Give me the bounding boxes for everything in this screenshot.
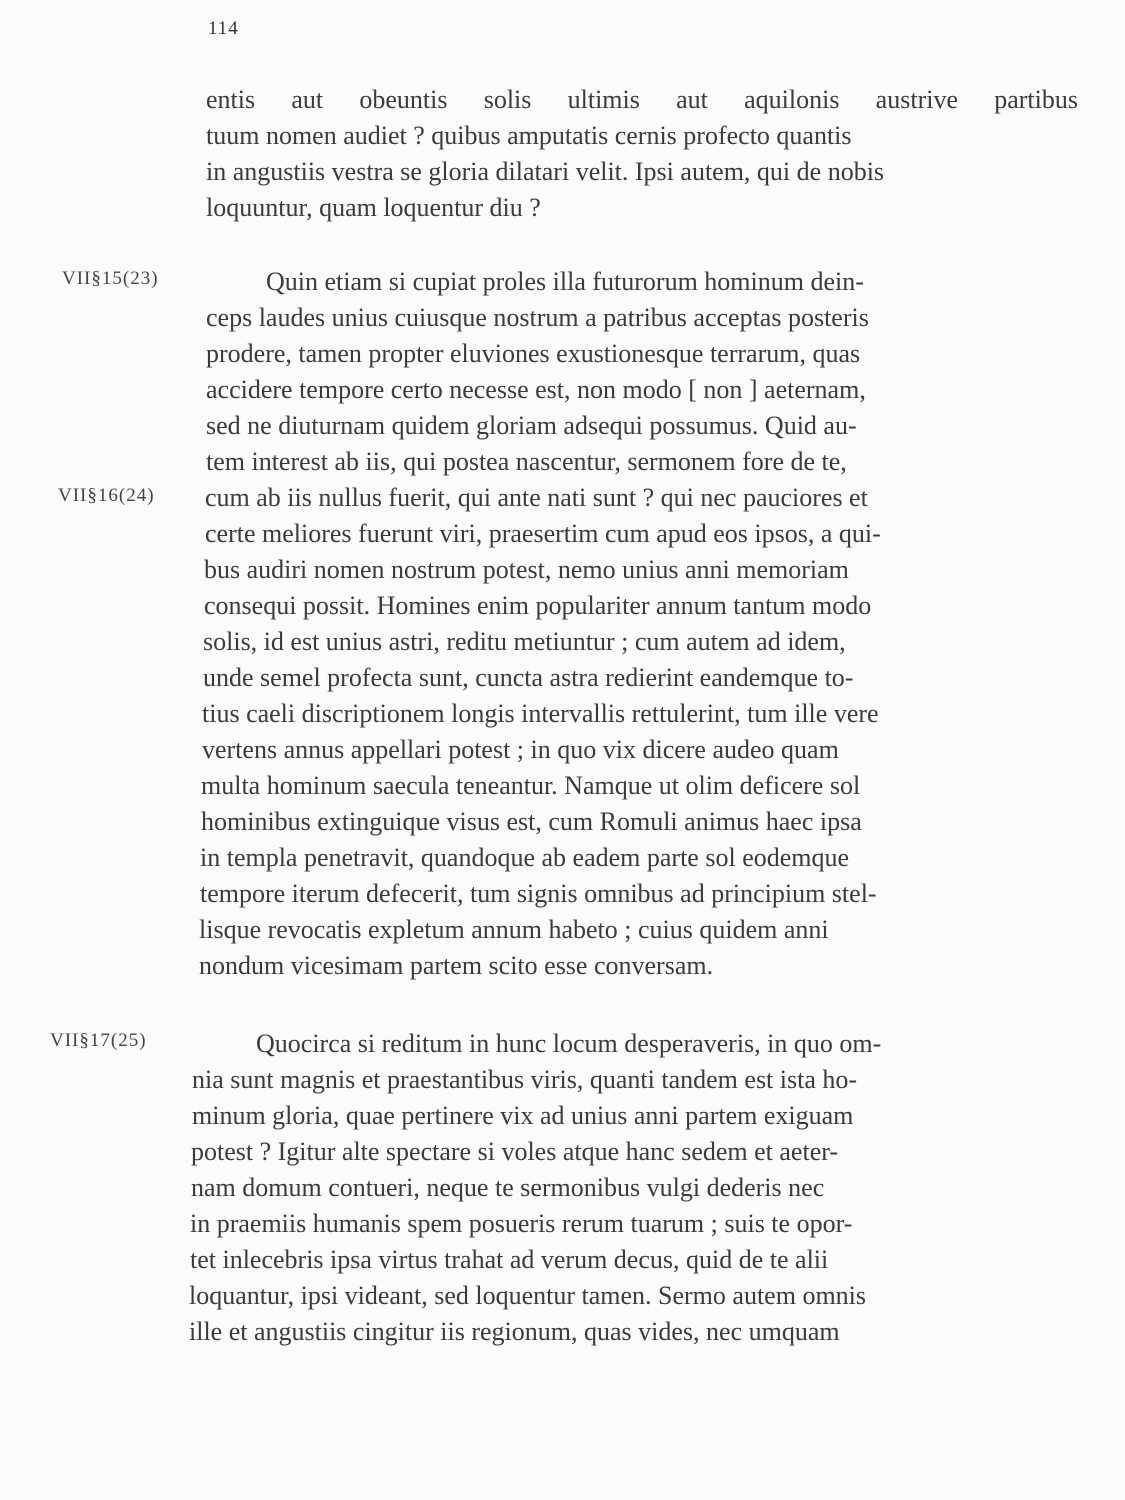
text-line: tet inlecebris ipsa virtus trahat ad verum decus, quid de te alii [190, 1245, 829, 1274]
text-line: in praemiis humanis spem posueris rerum tuarum ; suis te opor- [190, 1209, 853, 1238]
text-line: cum ab iis nullus fuerit, qui ante nati sunt ? qui nec pauciores et [205, 483, 868, 512]
text-line: nam domum contueri, neque te sermonibus vulgi dederis nec [191, 1173, 825, 1202]
text-line: hominibus extinguique visus est, cum Romuli animus haec ipsa [201, 807, 862, 836]
text-line: nondum vicesimam partem scito esse conversam. [199, 951, 714, 980]
text-line: Quin etiam si cupiat proles illa futurorum hominum dein- [266, 267, 864, 296]
text-line: in templa penetravit, quandoque ab eadem parte sol eodemque [200, 843, 850, 872]
text-line: tempore iterum defecerit, tum signis omnibus ad principium stel- [200, 879, 877, 908]
text-line: vertens annus appellari potest ; in quo vix dicere audeo quam [202, 735, 839, 764]
text-line: minum gloria, quae pertinere vix ad unius anni partem exiguam [192, 1101, 854, 1130]
section-marker: VII§16(24) [58, 485, 155, 506]
text-line: certe meliores fuerunt viri, praesertim cum apud eos ipsos, a qui- [205, 519, 881, 548]
text-line: nia sunt magnis et praestantibus viris, quanti tandem est ista ho- [192, 1065, 858, 1094]
text-line: ceps laudes unius cuiusque nostrum a patribus acceptas posteris [206, 303, 869, 332]
text-line: tius caeli discriptionem longis intervallis rettulerint, tum ille vere [202, 699, 879, 728]
text-line: lisque revocatis expletum annum habeto ; cuius quidem anni [199, 915, 829, 944]
section-marker: VII§17(25) [50, 1030, 147, 1051]
text-line: potest ? Igitur alte spectare si voles atque hanc sedem et aeter- [191, 1137, 839, 1166]
text-line: Quocirca si reditum in hunc locum desperaveris, in quo om- [256, 1029, 882, 1058]
text-line: unde semel profecta sunt, cuncta astra redierint eandemque to- [203, 663, 854, 692]
text-line: sed ne diuturnam quidem gloriam adsequi possumus. Quid au- [206, 411, 857, 440]
text-line: multa hominum saecula teneantur. Namque ut olim deficere sol [201, 771, 861, 800]
text-line: entis aut obeuntis solis ultimis aut aquilonis austrive partibus [206, 85, 1078, 114]
text-line: ille et angustiis cingitur iis regionum, quas vides, nec umquam [189, 1317, 840, 1346]
text-line: tem interest ab iis, qui postea nascentur, sermonem fore de te, [206, 447, 847, 476]
text-line: bus audiri nomen nostrum potest, nemo unius anni memoriam [204, 555, 849, 584]
section-marker: VII§15(23) [62, 268, 159, 289]
text-line: accidere tempore certo necesse est, non modo [ non ] aeternam, [206, 375, 866, 404]
text-line: solis, id est unius astri, reditu metiuntur ; cum autem ad idem, [203, 627, 846, 656]
text-line: prodere, tamen propter eluviones exustionesque terrarum, quas [206, 339, 861, 368]
text-line: loquuntur, quam loquentur diu ? [206, 193, 541, 222]
text-line: consequi possit. Homines enim populariter annum tantum modo [204, 591, 872, 620]
text-line: tuum nomen audiet ? quibus amputatis cernis profecto quantis [206, 121, 852, 150]
page-number: 114 [208, 18, 239, 39]
text-line: in angustiis vestra se gloria dilatari velit. Ipsi autem, qui de nobis [206, 157, 885, 186]
text-line: loquantur, ipsi videant, sed loquentur tamen. Sermo autem omnis [189, 1281, 867, 1310]
